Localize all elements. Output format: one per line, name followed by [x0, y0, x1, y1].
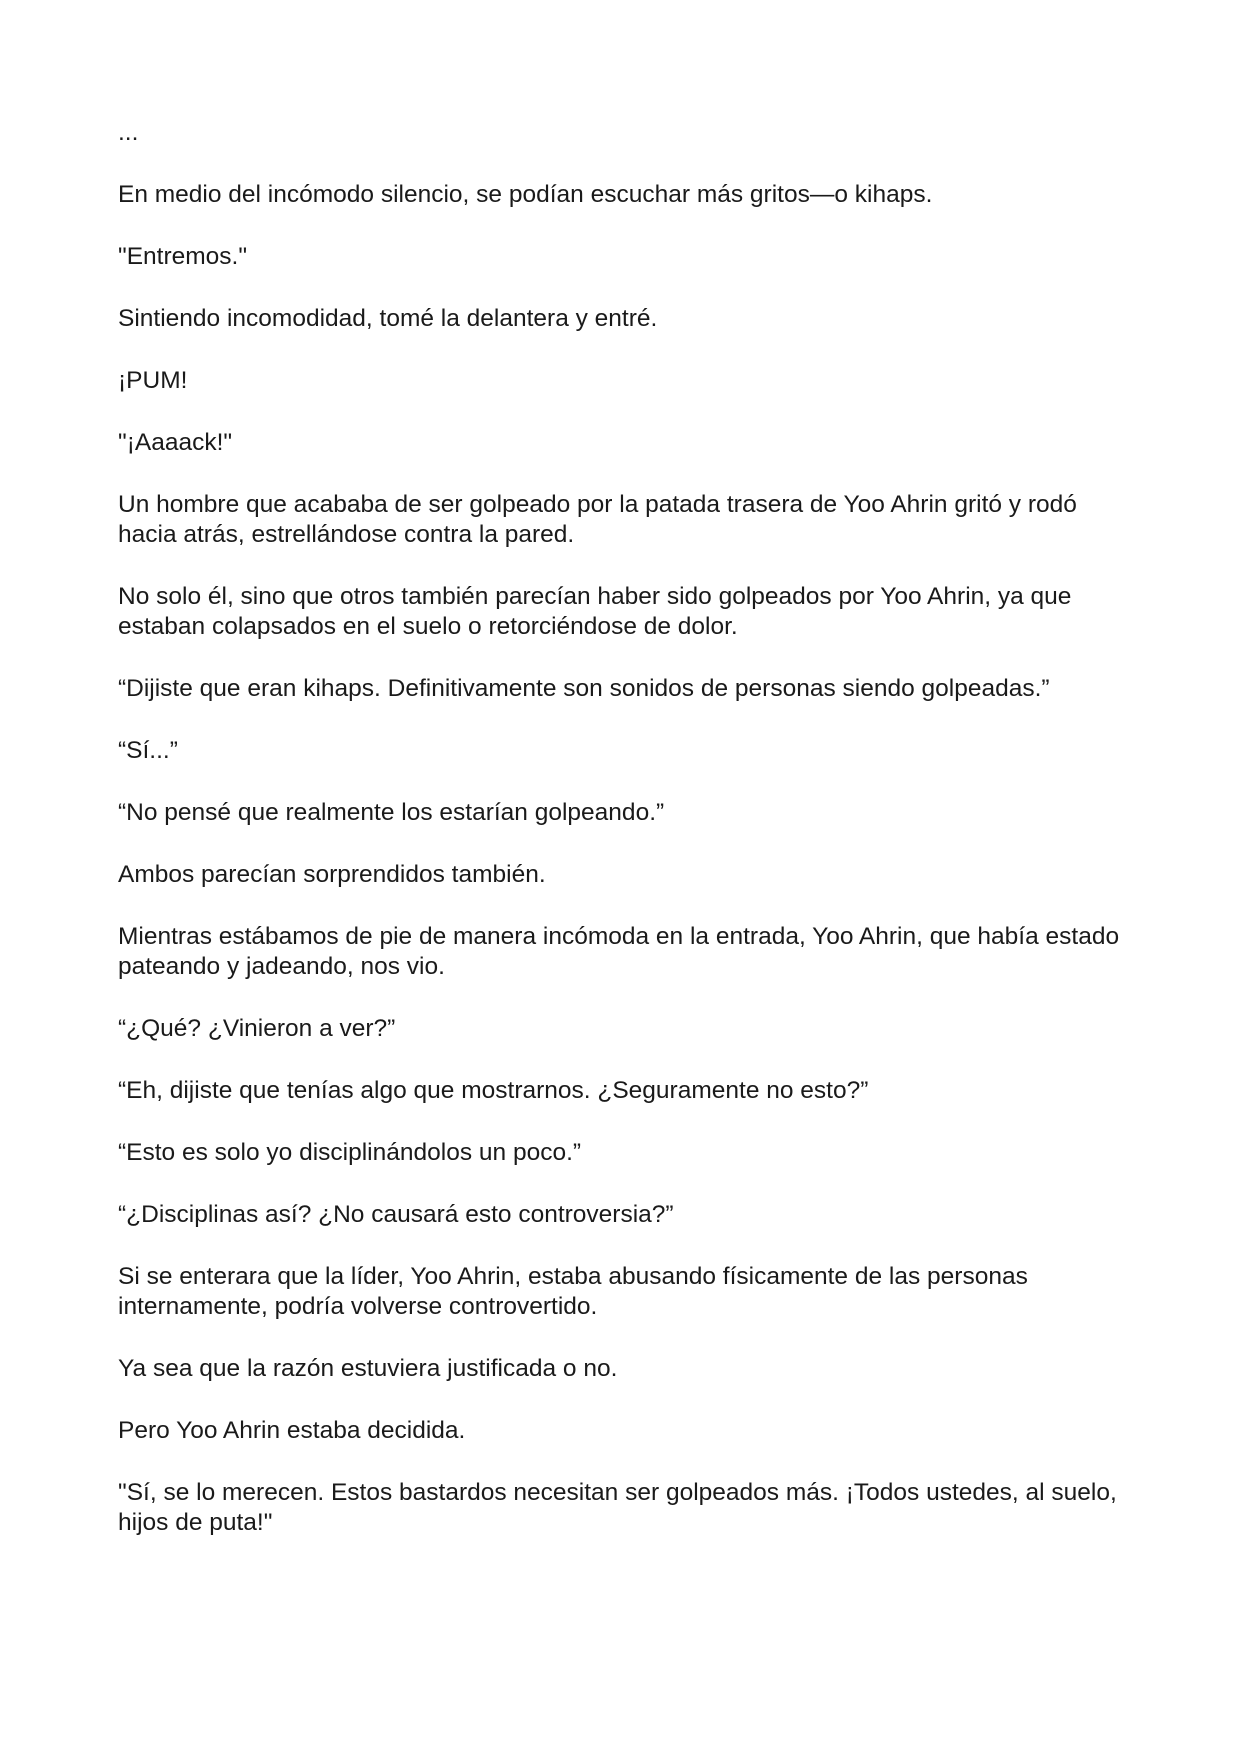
paragraph-narration: Si se enterara que la líder, Yoo Ahrin, estaba abusando físicamente de las personas internamente, podría volverse controvertido.: [118, 1263, 1028, 1320]
paragraph-dialogue: “No pensé que realmente los estarían golpeando.”: [118, 799, 665, 826]
document-body: [118, 118, 1128, 1570]
paragraph-dialogue: "¡Aaaack!": [118, 429, 233, 456]
paragraph-narration: Ambos parecían sorprendidos también.: [118, 861, 546, 888]
paragraph-narration: En medio del incómodo silencio, se podían escuchar más gritos—o kihaps.: [118, 181, 933, 208]
paragraph-ellipsis: ...: [118, 119, 139, 146]
paragraph-dialogue: “¿Disciplinas así? ¿No causará esto controversia?”: [118, 1201, 674, 1228]
paragraph-narration: Sintiendo incomodidad, tomé la delantera y entré.: [118, 305, 658, 332]
paragraph-narration: No solo él, sino que otros también parecían haber sido golpeados por Yoo Ahrin, ya que estaban colapsados en el suelo o retorciéndose de dolor.: [118, 583, 1072, 640]
paragraph-dialogue: "Sí, se lo merecen. Estos bastardos necesitan ser golpeados más. ¡Todos ustedes, al suelo, hijos de puta!": [118, 1479, 1117, 1536]
paragraph-dialogue: “Esto es solo yo disciplinándolos un poco.”: [118, 1139, 582, 1166]
paragraph-narration: Ya sea que la razón estuviera justificada o no.: [118, 1355, 618, 1382]
paragraph-dialogue: “Dijiste que eran kihaps. Definitivamente son sonidos de personas siendo golpeadas.”: [118, 675, 1050, 702]
paragraph-dialogue: “Eh, dijiste que tenías algo que mostrarnos. ¿Seguramente no esto?”: [118, 1077, 869, 1104]
paragraph-narration: Pero Yoo Ahrin estaba decidida.: [118, 1417, 466, 1444]
paragraph-dialogue: “Sí...”: [118, 737, 178, 764]
paragraph-narration: Mientras estábamos de pie de manera incómoda en la entrada, Yoo Ahrin, que había estado pateando y jadeando, nos vio.: [118, 923, 1120, 980]
paragraph-sound-effect: ¡PUM!: [118, 367, 188, 394]
paragraph-dialogue: "Entremos.": [118, 243, 248, 270]
paragraph-dialogue: “¿Qué? ¿Vinieron a ver?”: [118, 1015, 396, 1042]
paragraph-narration: Un hombre que acababa de ser golpeado por la patada trasera de Yoo Ahrin gritó y rodó hacia atrás, estrellándose contra la pared.: [118, 491, 1077, 548]
